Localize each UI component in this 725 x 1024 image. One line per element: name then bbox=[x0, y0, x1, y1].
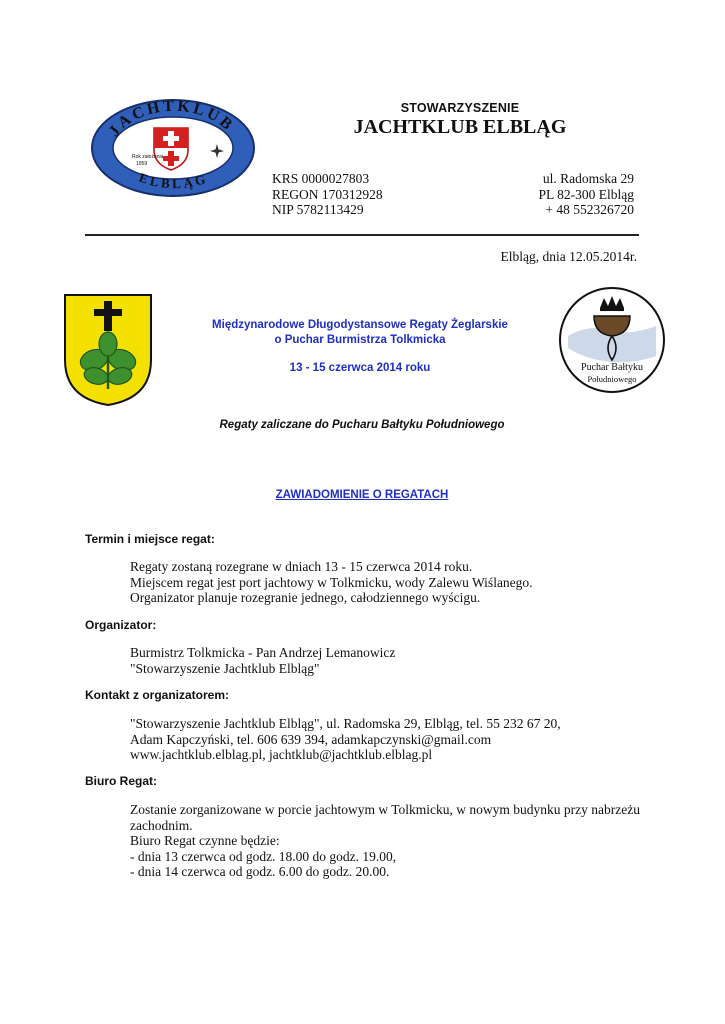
cup-logo-line1: Puchar Bałtyku bbox=[581, 362, 643, 373]
section-body-date-place bbox=[130, 559, 640, 606]
section-heading-date-place: Termin i miejsce regat: bbox=[85, 532, 215, 546]
jachtklub-logo bbox=[90, 98, 256, 198]
body-line: Biuro Regat czynne będzie: bbox=[130, 833, 280, 848]
section-body-organizer bbox=[130, 645, 640, 676]
body-line: - dnia 13 czerwca od godz. 18.00 do godz. 19.00, bbox=[130, 848, 397, 864]
section-body-contact bbox=[130, 716, 640, 763]
address-city: PL 82-300 Elbląg bbox=[538, 186, 634, 202]
address-street: ul. Radomska 29 bbox=[542, 171, 634, 186]
section-body-regatta-office bbox=[130, 802, 640, 880]
body-paragraph: Zostanie zorganizowane w porcie jachtowym w Tolkmicku, w nowym budynku przy nabrzeżu zachodnim. bbox=[130, 802, 640, 833]
body-line: Miejscem regat jest port jachtowy w Tolkmicku, wody Zalewu Wiślanego. bbox=[130, 574, 533, 590]
regatta-title-line2: o Puchar Burmistrza Tolkmicka bbox=[274, 334, 446, 346]
body-line: Regaty zostaną rozegrane w dniach 13 - 15 czerwca 2014 roku. bbox=[130, 559, 473, 574]
section-heading-contact: Kontakt z organizatorem: bbox=[85, 688, 230, 702]
date-line: Elbląg, dnia 12.05.2014r. bbox=[500, 249, 637, 264]
section-heading-organizer: Organizator: bbox=[85, 618, 157, 632]
body-line: Burmistrz Tolkmicka - Pan Andrzej Lemanowicz bbox=[130, 645, 396, 660]
logo-founded-year: 1959 bbox=[136, 161, 148, 167]
header-org-name: JACHTKLUB ELBLĄG bbox=[353, 116, 567, 138]
logo-ring-bottom-text: ELBLĄG bbox=[137, 169, 210, 192]
baltic-cup-logo bbox=[558, 286, 666, 394]
body-line: - dnia 14 czerwca od godz. 6.00 do godz. 20.00. bbox=[130, 864, 390, 879]
registry-krs: KRS 0000027803 bbox=[272, 171, 370, 186]
cup-logo-line2: Południowego bbox=[587, 374, 637, 384]
section-heading-regatta-office: Biuro Regat: bbox=[85, 774, 157, 788]
regatta-title bbox=[160, 318, 560, 348]
header-divider bbox=[85, 234, 639, 236]
logo-ring-top-text: JACHTKLUB bbox=[105, 98, 238, 140]
header-org-label: STOWARZYSZENIE bbox=[400, 101, 520, 115]
tolkmicko-shield-logo bbox=[64, 294, 152, 406]
regatta-dates: 13 - 15 czerwca 2014 roku bbox=[289, 362, 431, 374]
registry-regon: REGON 170312928 bbox=[272, 186, 383, 202]
registry-nip: NIP 5782113429 bbox=[272, 202, 364, 217]
cup-note: Regaty zaliczane do Pucharu Bałtyku Południowego bbox=[219, 419, 505, 431]
body-line: Organizator planuje rozegranie jednego, całodziennego wyścigu. bbox=[130, 590, 481, 605]
notice-title: ZAWIADOMIENIE O REGATACH bbox=[275, 489, 449, 501]
regatta-title-line1: Międzynarodowe Długodystansowe Regaty Żeglarskie bbox=[212, 319, 508, 331]
body-line: "Stowarzyszenie Jachtklub Elbląg", ul. Radomska 29, Elbląg, tel. 55 232 67 20, bbox=[130, 716, 561, 731]
body-line: Adam Kapczyński, tel. 606 639 394, adamkapczynski@gmail.com bbox=[130, 731, 492, 747]
address-phone: + 48 552326720 bbox=[545, 202, 634, 217]
registry-block bbox=[272, 171, 383, 218]
body-line: "Stowarzyszenie Jachtklub Elbląg" bbox=[130, 660, 320, 676]
body-line: www.jachtklub.elblag.pl, jachtklub@jachtklub.elblag.pl bbox=[130, 747, 433, 762]
address-block bbox=[539, 171, 635, 218]
logo-founded-label: Rok założenia bbox=[132, 154, 164, 160]
